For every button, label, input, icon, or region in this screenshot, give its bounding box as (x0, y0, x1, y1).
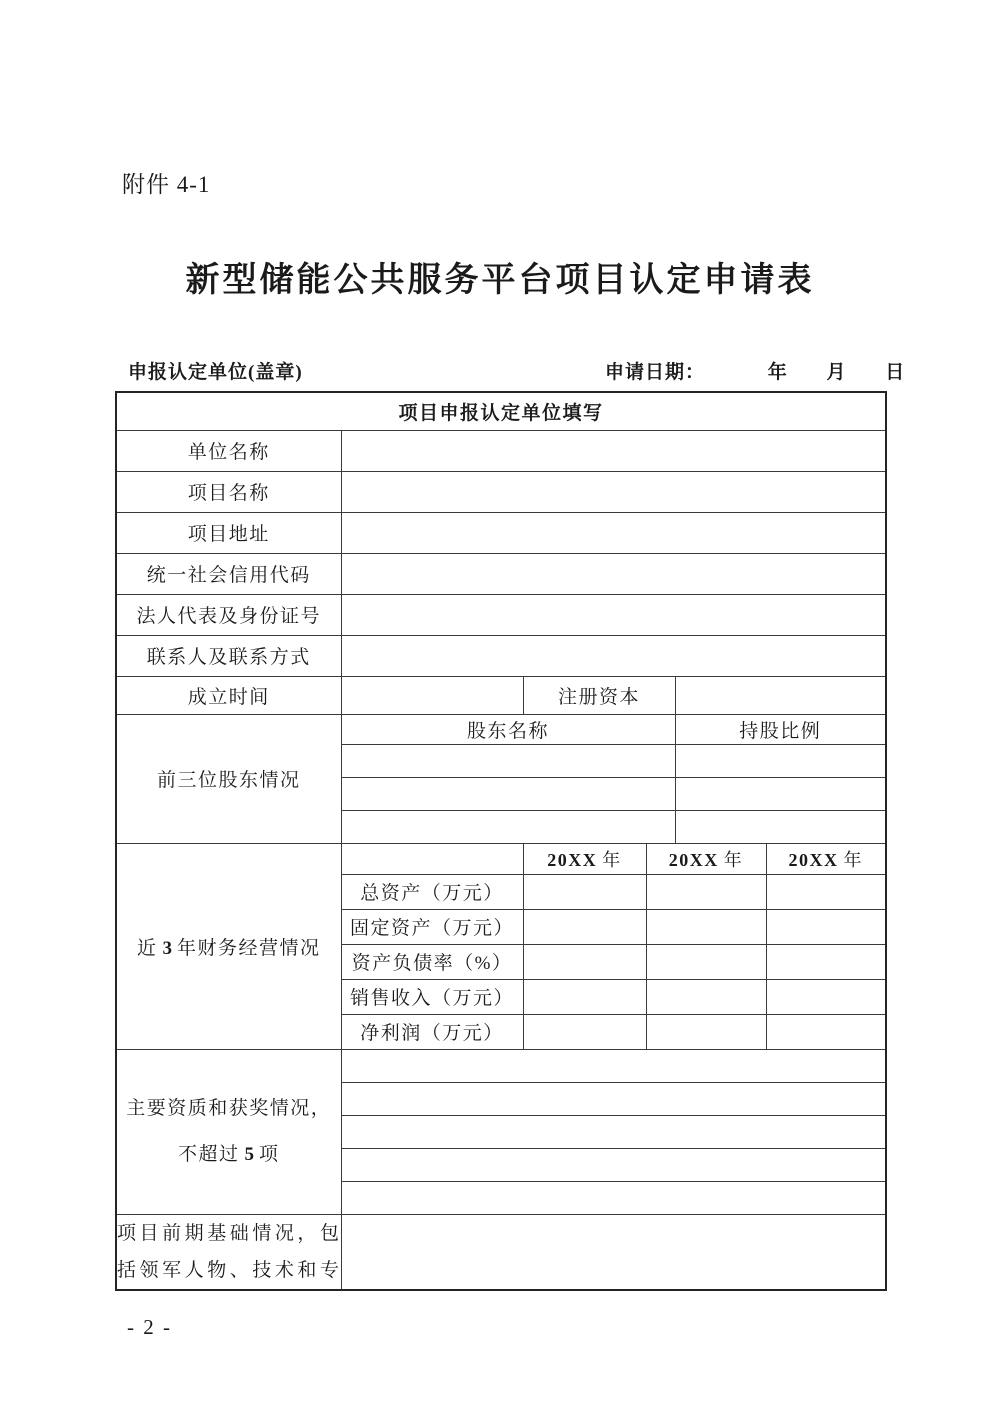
shareholder-ratio-cell (675, 810, 886, 843)
shareholder-name-cell (341, 777, 675, 810)
qualification-entry-cell (341, 1049, 886, 1082)
metric-value-cell (523, 944, 646, 979)
field-value-unit-name (341, 430, 886, 471)
page-title: 新型储能公共服务平台项目认定申请表 (185, 261, 815, 299)
field-label-credit-code: 统一社会信用代码 (116, 553, 341, 594)
applicant-seal-label: 申报认定单位(盖章) (128, 362, 303, 383)
shareholder-ratio-cell (675, 777, 886, 810)
qualification-entry-cell (341, 1148, 886, 1181)
field-label-registered-capital: 注册资本 (523, 676, 675, 714)
field-label-financials: 近 3 年财务经营情况 (116, 843, 341, 1049)
section-header: 项目申报认定单位填写 (116, 392, 886, 430)
year-header-3: 20XX 年 (766, 843, 886, 874)
metric-label-total-assets: 总资产（万元） (341, 874, 523, 909)
metric-label-fixed-assets: 固定资产（万元） (341, 909, 523, 944)
qualification-entry-cell (341, 1115, 886, 1148)
metric-value-cell (523, 909, 646, 944)
year-header-1: 20XX 年 (523, 843, 646, 874)
page-number: - 2 - (127, 1315, 172, 1339)
metric-label-debt-ratio: 资产负债率（%） (341, 944, 523, 979)
field-label-top-shareholders: 前三位股东情况 (116, 714, 341, 843)
date-month-label: 月 (826, 362, 847, 383)
field-value-establish-date (341, 676, 523, 714)
shareholder-ratio-header: 持股比例 (675, 714, 886, 744)
metric-value-cell (766, 944, 886, 979)
shareholder-name-cell (341, 810, 675, 843)
field-label-unit-name: 单位名称 (116, 430, 341, 471)
metric-value-cell (766, 979, 886, 1014)
shareholder-name-cell (341, 744, 675, 777)
field-label-contact: 联系人及联系方式 (116, 635, 341, 676)
field-value-project-name (341, 471, 886, 512)
field-value-registered-capital (675, 676, 886, 714)
metric-value-cell (646, 909, 766, 944)
field-value-project-address (341, 512, 886, 553)
metric-value-cell (766, 874, 886, 909)
field-value-credit-code (341, 553, 886, 594)
metric-value-cell (646, 1014, 766, 1049)
metric-value-cell (523, 874, 646, 909)
shareholder-name-header: 股东名称 (341, 714, 675, 744)
metric-value-cell (646, 979, 766, 1014)
field-label-establish-date: 成立时间 (116, 676, 341, 714)
attachment-label: 附件 4-1 (122, 172, 211, 197)
metric-label-net-profit: 净利润（万元） (341, 1014, 523, 1049)
qualification-entry-cell (341, 1181, 886, 1214)
field-value-legal-rep (341, 594, 886, 635)
metric-value-cell (523, 979, 646, 1014)
field-value-contact (341, 635, 886, 676)
metric-value-cell (523, 1014, 646, 1049)
date-year-label: 年 (767, 362, 788, 383)
year-header-2: 20XX 年 (646, 843, 766, 874)
field-label-legal-rep: 法人代表及身份证号 (116, 594, 341, 635)
project-basis-value-cell (341, 1214, 886, 1290)
application-form-table (115, 391, 887, 1291)
qualification-entry-cell (341, 1082, 886, 1115)
shareholder-ratio-cell (675, 744, 886, 777)
application-date-label: 申请日期： (605, 362, 706, 383)
field-label-project-address: 项目地址 (116, 512, 341, 553)
application-date-line (605, 357, 905, 384)
field-label-qualifications: 主要资质和获奖情况， 不超过 5 项 (116, 1049, 341, 1214)
field-label-project-basis: 项目前期基础情况，包 括领军人物、技术和专 (116, 1214, 341, 1290)
metric-value-cell (766, 909, 886, 944)
metric-value-cell (646, 944, 766, 979)
metric-value-cell (646, 874, 766, 909)
metric-value-cell (766, 1014, 886, 1049)
financial-metric-header-blank (341, 843, 523, 874)
metric-label-sales-revenue: 销售收入（万元） (341, 979, 523, 1014)
field-label-project-name: 项目名称 (116, 471, 341, 512)
date-day-label: 日 (885, 362, 906, 383)
